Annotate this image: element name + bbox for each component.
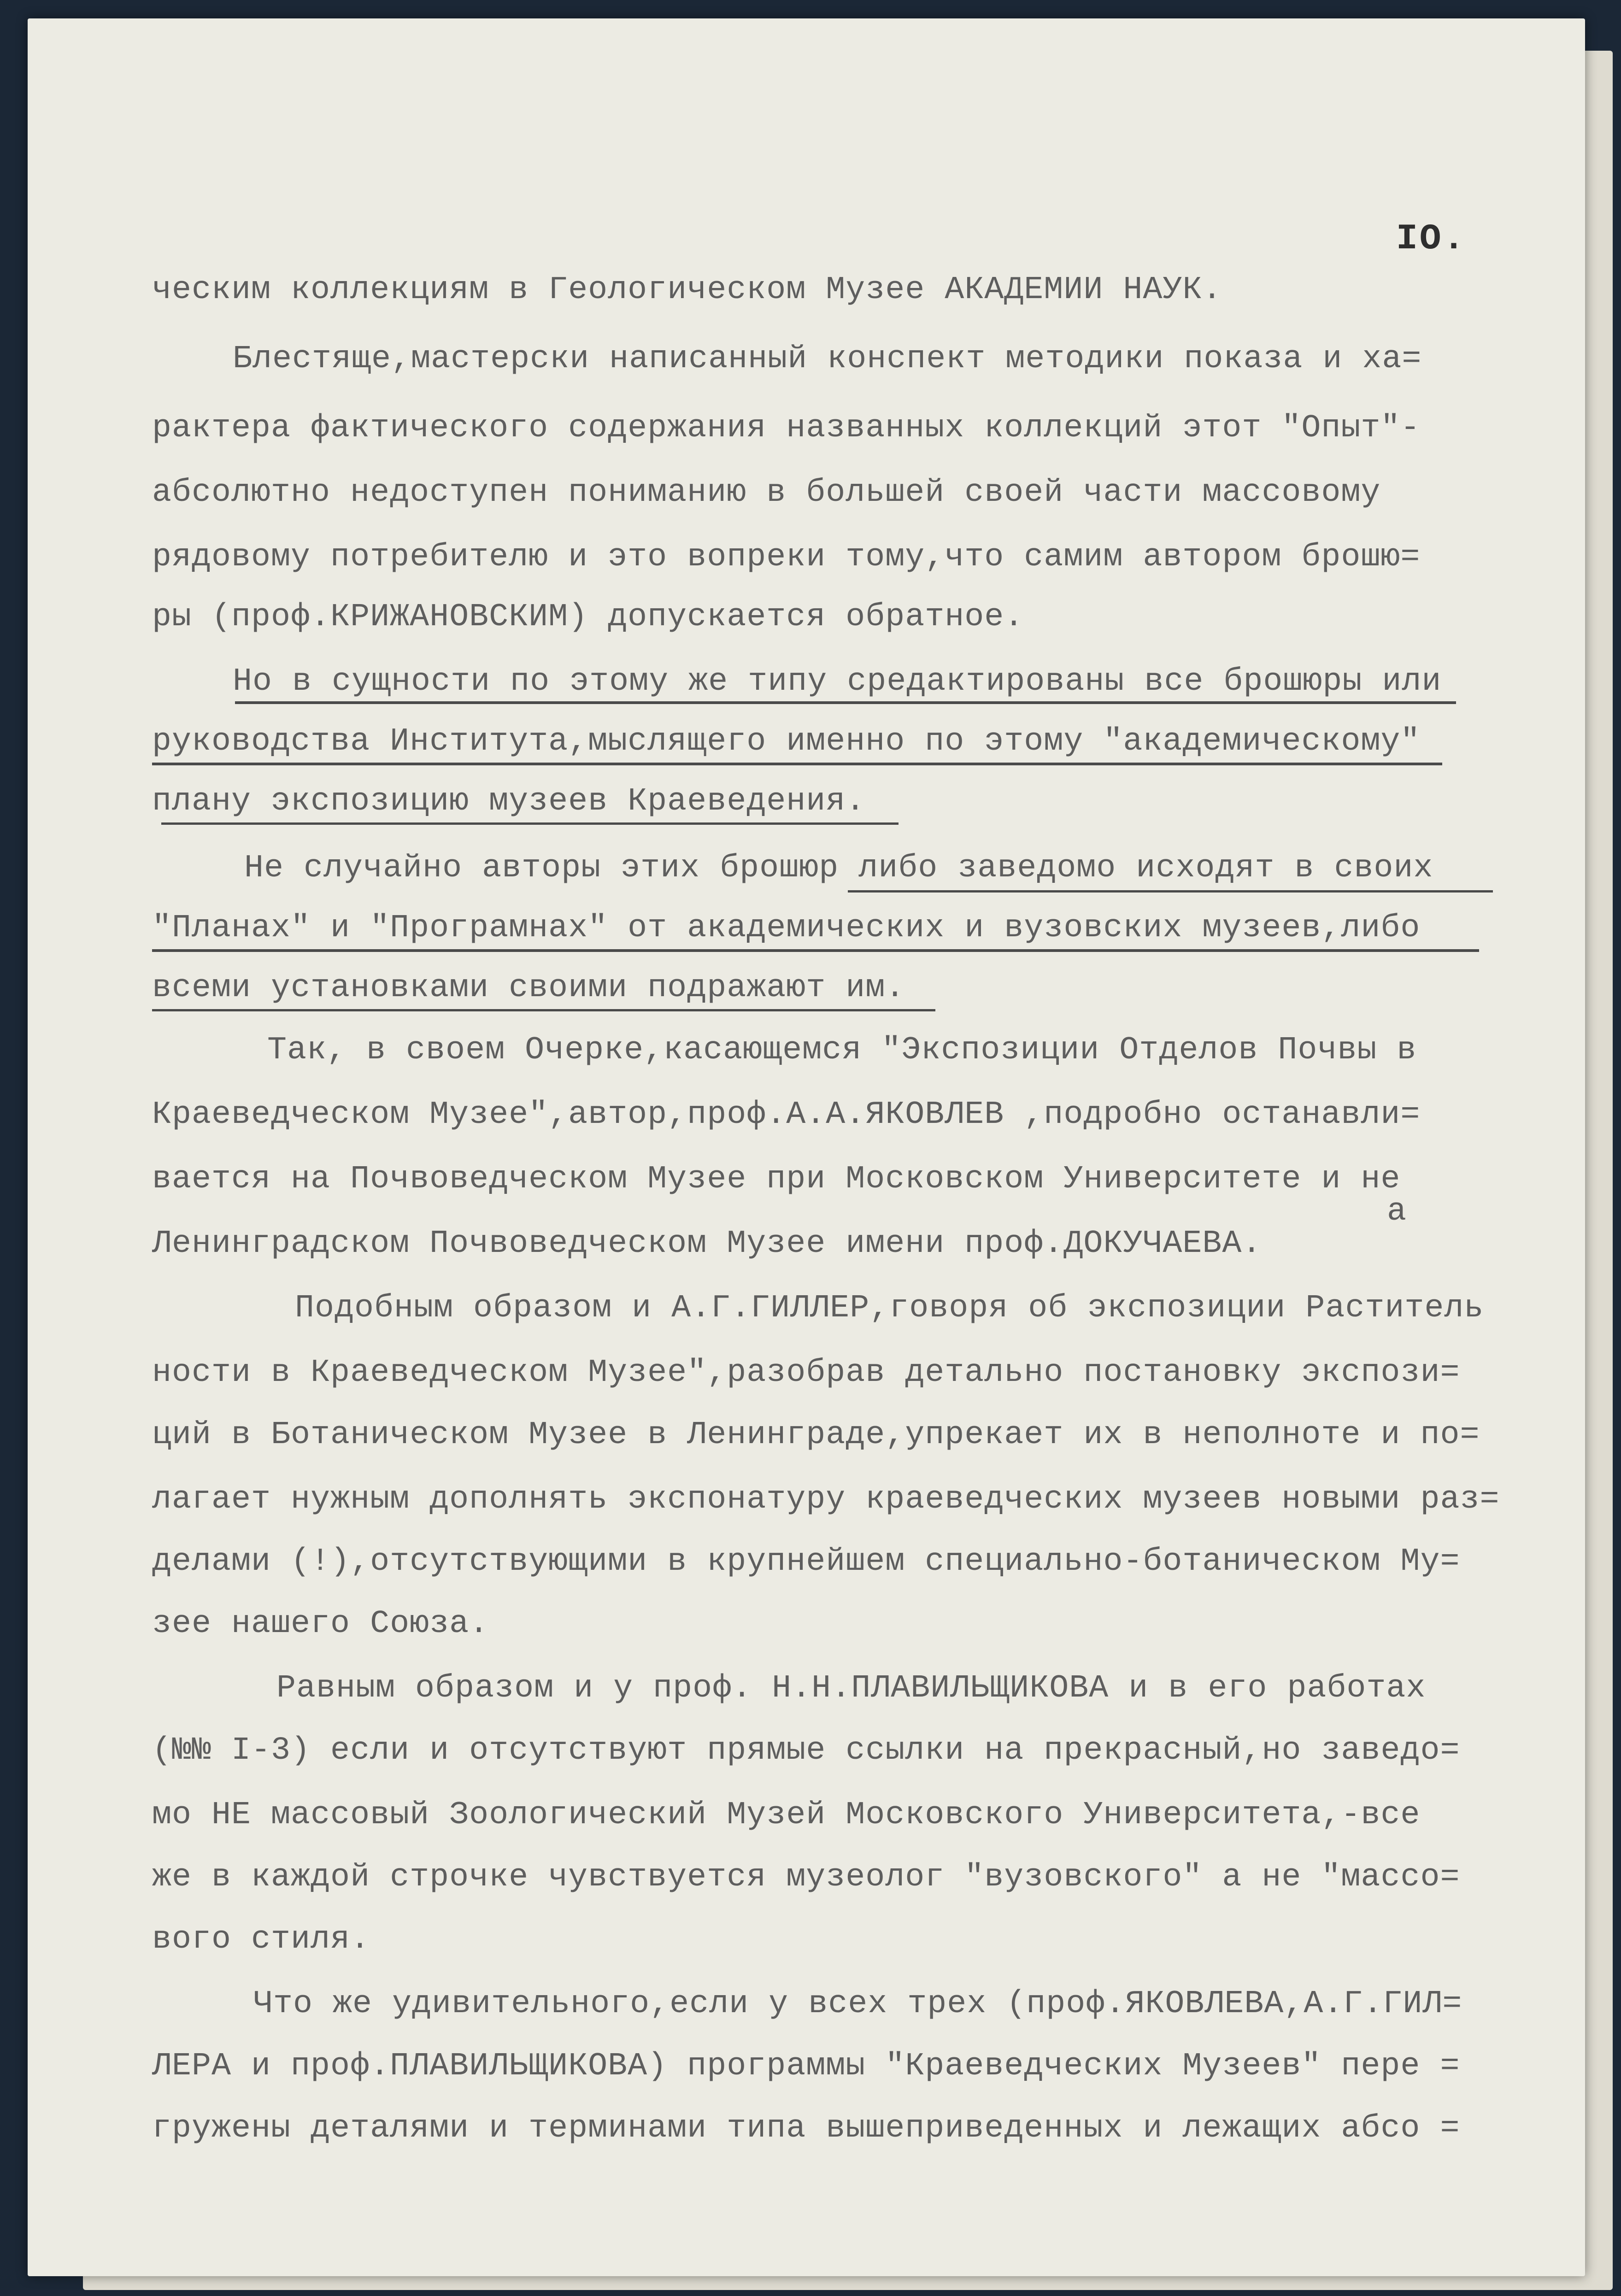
text-line-5: рядовому потребителю и это вопреки тому,что самим автором брошю= [152, 539, 1421, 575]
text-line-28: Что же удивительного,если у всех трех (проф.ЯКОВЛЕВА,А.Г.ГИЛ= [253, 1986, 1462, 2022]
inserted-letter: а [1387, 1193, 1407, 1230]
text-line-30: гружены деталями и терминами типа вышеприведенных и лежащих абсо = [152, 2110, 1460, 2147]
underline [235, 701, 1456, 704]
typewritten-page [28, 18, 1585, 2276]
text-line-13: Так, в своем Очерке,касающемся "Экспозиции Отделов Почвы в [267, 1032, 1417, 1069]
text-line-23: Равным образом и у проф. Н.Н.ПЛАВИЛЬЩИКОВА и в его работах [276, 1670, 1426, 1707]
text-line-27: вого стиля. [152, 1921, 370, 1958]
text-line-22: зее нашего Союза. [152, 1606, 489, 1642]
text-line-4: абсолютно недоступен пониманию в большей своей части массовому [152, 475, 1381, 511]
text-line-1: ческим коллекциям в Геологическом Музее АКАДЕМИИ НАУК. [152, 272, 1222, 308]
underline [152, 763, 1442, 765]
text-line-26: же в каждой строчке чувствуется музеолог "вузовского" а не "массо= [152, 1859, 1460, 1896]
text-line-21: делами (!),отсутствующими в крупнейшем специально-ботаническом Му= [152, 1544, 1460, 1580]
text-line-17: Подобным образом и А.Г.ГИЛЛЕР,говоря об экспозиции Раститель [295, 1290, 1484, 1327]
text-line-25: мо НЕ массовый Зоологический Музей Московского Университета,-все [152, 1797, 1421, 1833]
text-line-7: Но в сущности по этому же типу средактированы все брошюры или [233, 664, 1442, 700]
text-line-18: ности в Краеведческом Музее",разобрав детально постановку экспози= [152, 1355, 1460, 1391]
text-line-12: всеми установками своими подражают им. [152, 970, 905, 1006]
text-line-14: Краеведческом Музее",автор,проф.А.А.ЯКОВЛЕВ ,подробно останавли= [152, 1097, 1421, 1133]
text-line-20: лагает нужным дополнять экспонатуру краеведческих музеев новыми раз= [152, 1481, 1500, 1518]
text-line-11: "Планах" и "Програмнах" от академических и вузовских музеев,либо [152, 910, 1421, 946]
underline [152, 1009, 935, 1011]
text-line-19: ций в Ботаническом Музее в Ленинграде,упрекает их в неполноте и по= [152, 1417, 1480, 1453]
text-line-15: вается на Почвоведческом Музее при Московском Университете и не [152, 1161, 1401, 1198]
underline [152, 949, 1479, 952]
underline [848, 890, 1493, 893]
text-line-2: Блестяще,мастерски написанный конспект методики показа и ха= [233, 341, 1422, 377]
page-number: IO. [1396, 219, 1467, 259]
text-line-24: (№№ I-3) если и отсутствуют прямые ссылки на прекрасный,но заведо= [152, 1732, 1460, 1769]
underline [161, 822, 899, 825]
text-line-29: ЛЕРА и проф.ПЛАВИЛЬЩИКОВА) программы "Краеведческих Музеев" пере = [152, 2048, 1460, 2085]
text-line-8: руководства Института,мыслящего именно по этому "академическому" [152, 723, 1421, 760]
text-line-6: ры (проф.КРИЖАНОВСКИМ) допускается обратное. [152, 599, 1024, 635]
text-line-10: Не случайно авторы этих брошюр либо заведомо исходят в своих [244, 850, 1433, 887]
text-line-9: плану экспозицию музеев Краеведения. [152, 783, 866, 820]
text-line-3: рактера фактического содержания названных коллекций этот "Опыт"- [152, 410, 1421, 446]
text-line-16: Ленинградском Почвоведческом Музее имени проф.ДОКУЧАЕВА. [152, 1226, 1262, 1262]
